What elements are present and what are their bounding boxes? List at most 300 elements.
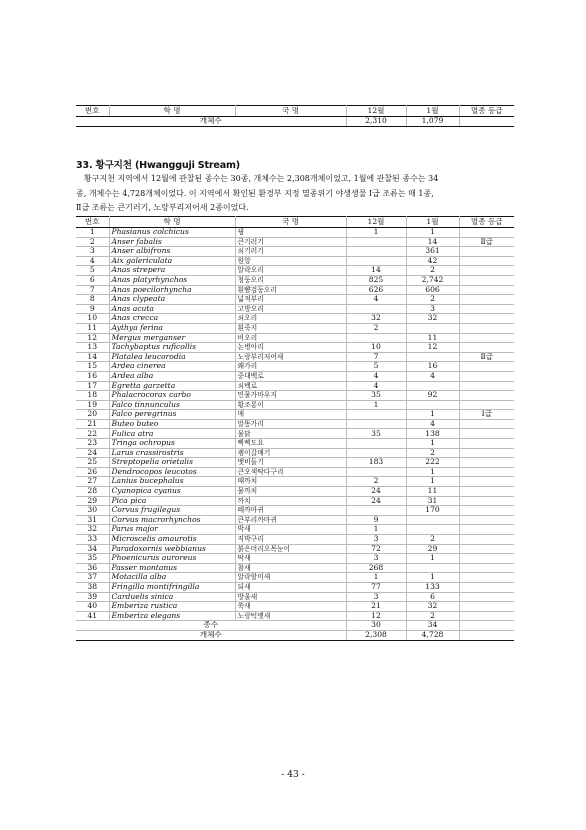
row-january-count: 170 — [406, 506, 459, 516]
row-endangered-grade — [459, 295, 514, 305]
table-row — [76, 448, 514, 458]
total-january: 1,079 — [406, 117, 459, 127]
table-row — [76, 400, 514, 410]
table-row — [76, 487, 514, 497]
row-scientific-name: Phalacrocorax carbo — [109, 391, 235, 401]
row-january-count — [406, 400, 459, 410]
row-endangered-grade — [459, 554, 514, 564]
row-number: 16 — [76, 371, 109, 381]
row-scientific-name: Anas platyrhynchos — [109, 275, 235, 285]
row-korean-name: 비오리 — [235, 333, 346, 343]
row-scientific-name: Emberiza elegans — [109, 611, 235, 621]
row-january-count: 32 — [406, 602, 459, 612]
row-endangered-grade — [459, 602, 514, 612]
row-number: 15 — [76, 362, 109, 372]
row-january-count — [406, 381, 459, 391]
table-row — [76, 352, 514, 362]
table-row — [76, 611, 514, 621]
table-row — [76, 256, 514, 266]
row-scientific-name: Anas crecca — [109, 314, 235, 324]
row-number: 24 — [76, 448, 109, 458]
row-january-count: 1 — [406, 573, 459, 583]
row-december-count: 9 — [346, 515, 406, 525]
row-endangered-grade — [459, 525, 514, 535]
row-endangered-grade — [459, 381, 514, 391]
row-endangered-grade — [459, 371, 514, 381]
row-december-count: 10 — [346, 343, 406, 353]
top-table — [76, 105, 514, 127]
row-january-count: 11 — [406, 487, 459, 497]
header-number: 번호 — [76, 106, 109, 117]
row-korean-name: 물닭 — [235, 429, 346, 439]
row-number: 30 — [76, 506, 109, 516]
row-january-count: 32 — [406, 314, 459, 324]
row-january-count: 1 — [406, 410, 459, 420]
row-scientific-name: Corvus macrorhynchos — [109, 515, 235, 525]
row-december-count: 7 — [346, 352, 406, 362]
row-scientific-name: Anser albifrons — [109, 247, 235, 257]
row-number: 12 — [76, 333, 109, 343]
row-endangered-grade — [459, 419, 514, 429]
row-december-count — [346, 247, 406, 257]
row-december-count: 72 — [346, 544, 406, 554]
row-endangered-grade — [459, 573, 514, 583]
row-january-count: 2 — [406, 448, 459, 458]
row-korean-name: 노랑턱멧새 — [235, 611, 346, 621]
row-korean-name: 넓적부리 — [235, 295, 346, 305]
row-december-count: 77 — [346, 582, 406, 592]
row-korean-name: 때까치 — [235, 477, 346, 487]
row-endangered-grade — [459, 304, 514, 314]
row-december-count: 35 — [346, 429, 406, 439]
row-scientific-name: Buteo buteo — [109, 419, 235, 429]
row-scientific-name: Larus crassirostris — [109, 448, 235, 458]
row-endangered-grade — [459, 228, 514, 238]
row-december-count: 21 — [346, 602, 406, 612]
row-endangered-grade — [459, 515, 514, 525]
individual-count-label: 개체수 — [76, 630, 346, 640]
row-korean-name: 알락오리 — [235, 266, 346, 276]
table-row — [76, 602, 514, 612]
header-korean-name: 국 명 — [235, 106, 346, 117]
table-row — [76, 391, 514, 401]
row-korean-name: 큰기러기 — [235, 237, 346, 247]
row-january-count: 222 — [406, 458, 459, 468]
table-row — [76, 304, 514, 314]
row-number: 13 — [76, 343, 109, 353]
table-row — [76, 554, 514, 564]
row-scientific-name: Emberiza rustica — [109, 602, 235, 612]
total-label: 개체수 — [76, 117, 346, 127]
row-endangered-grade — [459, 256, 514, 266]
row-korean-name: 원앙 — [235, 256, 346, 266]
row-endangered-grade — [459, 506, 514, 516]
row-number: 17 — [76, 381, 109, 391]
row-january-count: 92 — [406, 391, 459, 401]
row-korean-name: 떼까마귀 — [235, 506, 346, 516]
row-korean-name: 알락할미새 — [235, 573, 346, 583]
row-january-count — [406, 352, 459, 362]
row-scientific-name: Passer montanus — [109, 563, 235, 573]
row-january-count: 2 — [406, 611, 459, 621]
row-korean-name: 말똥가리 — [235, 419, 346, 429]
row-korean-name: 딱새 — [235, 554, 346, 564]
row-number: 37 — [76, 573, 109, 583]
table-row — [76, 362, 514, 372]
header-january: 1월 — [406, 217, 459, 228]
header-january: 1월 — [406, 106, 459, 117]
table-row — [76, 266, 514, 276]
row-endangered-grade — [459, 266, 514, 276]
row-number: 21 — [76, 419, 109, 429]
row-korean-name: 참새 — [235, 563, 346, 573]
total-december: 2,310 — [346, 117, 406, 127]
row-scientific-name: Fulica atra — [109, 429, 235, 439]
row-korean-name: 노랑부리저어새 — [235, 352, 346, 362]
table-row — [76, 506, 514, 516]
section-heading: 33. 황구지천 (Hwangguji Stream) — [76, 160, 240, 171]
table-row — [76, 295, 514, 305]
row-january-count: 2,742 — [406, 275, 459, 285]
row-december-count: 4 — [346, 381, 406, 391]
row-endangered-grade — [459, 458, 514, 468]
row-endangered-grade: Ⅱ급 — [459, 352, 514, 362]
row-scientific-name: Tachybaptus ruficollis — [109, 343, 235, 353]
row-korean-name: 큰오색딱다구리 — [235, 467, 346, 477]
row-korean-name: 논병아리 — [235, 343, 346, 353]
row-korean-name: 민물가마우지 — [235, 391, 346, 401]
row-endangered-grade — [459, 323, 514, 333]
row-december-count: 24 — [346, 496, 406, 506]
row-number: 3 — [76, 247, 109, 257]
row-endangered-grade — [459, 611, 514, 621]
row-scientific-name: Tringa ochropus — [109, 439, 235, 449]
total-grade — [459, 117, 514, 127]
row-december-count: 24 — [346, 487, 406, 497]
row-korean-name: 꿩 — [235, 228, 346, 238]
table-row — [76, 477, 514, 487]
row-scientific-name: Phoenicurus auroreus — [109, 554, 235, 564]
row-december-count: 5 — [346, 362, 406, 372]
row-january-count: 29 — [406, 544, 459, 554]
row-january-count: 42 — [406, 256, 459, 266]
row-korean-name: 고방오리 — [235, 304, 346, 314]
row-endangered-grade — [459, 592, 514, 602]
table-row — [76, 275, 514, 285]
row-december-count: 183 — [346, 458, 406, 468]
row-december-count — [346, 439, 406, 449]
row-korean-name: 쑥새 — [235, 602, 346, 612]
row-scientific-name: Parus major — [109, 525, 235, 535]
row-endangered-grade — [459, 439, 514, 449]
row-endangered-grade — [459, 535, 514, 545]
row-december-count: 825 — [346, 275, 406, 285]
row-endangered-grade — [459, 343, 514, 353]
row-endangered-grade — [459, 544, 514, 554]
row-scientific-name: Phasianus colchicus — [109, 228, 235, 238]
individual-count-row — [76, 630, 514, 640]
row-january-count: 11 — [406, 333, 459, 343]
row-korean-name: 흰뺨검둥오리 — [235, 285, 346, 295]
row-scientific-name: Anas poecilorhyncha — [109, 285, 235, 295]
row-endangered-grade: Ⅱ급 — [459, 237, 514, 247]
table-row — [76, 535, 514, 545]
row-scientific-name: Anser fabalis — [109, 237, 235, 247]
row-number: 32 — [76, 525, 109, 535]
row-january-count — [406, 323, 459, 333]
header-grade: 멸종 등급 — [459, 106, 514, 117]
row-korean-name: 방울새 — [235, 592, 346, 602]
table-row — [76, 323, 514, 333]
row-december-count: 14 — [346, 266, 406, 276]
header-december: 12월 — [346, 217, 406, 228]
row-scientific-name: Corvus frugilegus — [109, 506, 235, 516]
row-number: 25 — [76, 458, 109, 468]
table-row — [76, 371, 514, 381]
table-row — [76, 381, 514, 391]
row-number: 31 — [76, 515, 109, 525]
row-number: 27 — [76, 477, 109, 487]
row-january-count: 1 — [406, 467, 459, 477]
row-number: 5 — [76, 266, 109, 276]
row-number: 26 — [76, 467, 109, 477]
row-korean-name: 중대백로 — [235, 371, 346, 381]
table-row — [76, 228, 514, 238]
row-december-count — [346, 467, 406, 477]
row-january-count: 1 — [406, 228, 459, 238]
row-december-count: 1 — [346, 525, 406, 535]
table-row — [76, 496, 514, 506]
table-row — [76, 563, 514, 573]
row-scientific-name: Aythya ferina — [109, 323, 235, 333]
row-scientific-name: Falco peregrinus — [109, 410, 235, 420]
table-row — [76, 314, 514, 324]
row-number: 29 — [76, 496, 109, 506]
row-endangered-grade — [459, 400, 514, 410]
row-korean-name: 붉은머리오목눈이 — [235, 544, 346, 554]
row-december-count: 3 — [346, 554, 406, 564]
row-december-count: 35 — [346, 391, 406, 401]
row-january-count: 1 — [406, 554, 459, 564]
row-korean-name: 멧비둘기 — [235, 458, 346, 468]
individual-count-grade — [459, 630, 514, 640]
row-number: 1 — [76, 228, 109, 238]
row-number: 2 — [76, 237, 109, 247]
species-count-december: 30 — [346, 621, 406, 631]
row-endangered-grade — [459, 362, 514, 372]
species-table-body — [76, 228, 514, 621]
row-scientific-name: Motacilla alba — [109, 573, 235, 583]
row-january-count — [406, 515, 459, 525]
row-december-count: 4 — [346, 371, 406, 381]
row-korean-name: 괭이갈매기 — [235, 448, 346, 458]
row-endangered-grade — [459, 496, 514, 506]
row-january-count: 14 — [406, 237, 459, 247]
row-korean-name: 삑삑도요 — [235, 439, 346, 449]
row-january-count: 4 — [406, 419, 459, 429]
row-january-count: 12 — [406, 343, 459, 353]
row-january-count: 6 — [406, 592, 459, 602]
row-korean-name: 청둥오리 — [235, 275, 346, 285]
table-row — [76, 333, 514, 343]
row-number: 39 — [76, 592, 109, 602]
row-korean-name: 쇠백로 — [235, 381, 346, 391]
row-scientific-name: Ardea alba — [109, 371, 235, 381]
row-endangered-grade — [459, 285, 514, 295]
row-december-count: 1 — [346, 228, 406, 238]
row-number: 6 — [76, 275, 109, 285]
row-number: 7 — [76, 285, 109, 295]
table-row — [76, 237, 514, 247]
row-january-count: 3 — [406, 304, 459, 314]
row-scientific-name: Anas strepera — [109, 266, 235, 276]
row-january-count: 2 — [406, 295, 459, 305]
row-january-count — [406, 563, 459, 573]
page-number: - 43 - — [281, 770, 305, 780]
row-january-count: 4 — [406, 371, 459, 381]
table-row — [76, 525, 514, 535]
row-december-count: 268 — [346, 563, 406, 573]
row-december-count: 1 — [346, 400, 406, 410]
row-number: 20 — [76, 410, 109, 420]
row-endangered-grade — [459, 467, 514, 477]
row-january-count: 2 — [406, 535, 459, 545]
table-row — [76, 419, 514, 429]
row-endangered-grade — [459, 314, 514, 324]
row-number: 14 — [76, 352, 109, 362]
row-number: 40 — [76, 602, 109, 612]
row-endangered-grade — [459, 275, 514, 285]
row-number: 28 — [76, 487, 109, 497]
individual-count-december: 2,308 — [346, 630, 406, 640]
row-number: 35 — [76, 554, 109, 564]
row-december-count — [346, 333, 406, 343]
row-endangered-grade — [459, 448, 514, 458]
row-number: 19 — [76, 400, 109, 410]
row-scientific-name: Ardea cinerea — [109, 362, 235, 372]
row-december-count — [346, 419, 406, 429]
row-scientific-name: Fringilla montifringilla — [109, 582, 235, 592]
row-korean-name: 박새 — [235, 525, 346, 535]
row-january-count: 31 — [406, 496, 459, 506]
row-scientific-name: Paradoxornis webbianus — [109, 544, 235, 554]
row-january-count: 138 — [406, 429, 459, 439]
species-count-january: 34 — [406, 621, 459, 631]
row-korean-name: 직박구리 — [235, 535, 346, 545]
row-scientific-name: Cyanopica cyanus — [109, 487, 235, 497]
row-december-count — [346, 256, 406, 266]
header-grade: 멸종 등급 — [459, 217, 514, 228]
row-january-count: 606 — [406, 285, 459, 295]
row-december-count: 12 — [346, 611, 406, 621]
row-december-count: 4 — [346, 295, 406, 305]
table-row — [76, 247, 514, 257]
row-korean-name: 쇠오리 — [235, 314, 346, 324]
individual-count-january: 4,728 — [406, 630, 459, 640]
row-january-count: 1 — [406, 477, 459, 487]
table-row — [76, 582, 514, 592]
species-table — [76, 216, 514, 641]
top-table-total-row — [76, 117, 514, 127]
row-scientific-name: Mergus merganser — [109, 333, 235, 343]
header-korean-name: 국 명 — [235, 217, 346, 228]
section-paragraph — [76, 172, 516, 216]
row-endangered-grade — [459, 247, 514, 257]
header-scientific-name: 학 명 — [109, 106, 235, 117]
row-number: 8 — [76, 295, 109, 305]
row-number: 9 — [76, 304, 109, 314]
row-endangered-grade — [459, 582, 514, 592]
row-number: 23 — [76, 439, 109, 449]
row-korean-name: 되새 — [235, 582, 346, 592]
species-table-header-row — [76, 217, 514, 228]
row-january-count — [406, 525, 459, 535]
row-number: 22 — [76, 429, 109, 439]
top-table-header-row — [76, 106, 514, 117]
table-row — [76, 285, 514, 295]
row-scientific-name: Aix galericulata — [109, 256, 235, 266]
row-korean-name: 매 — [235, 410, 346, 420]
row-number: 38 — [76, 582, 109, 592]
row-scientific-name: Dendrocopos leucotos — [109, 467, 235, 477]
species-count-label: 종수 — [76, 621, 346, 631]
table-row — [76, 467, 514, 477]
row-scientific-name: Anas acuta — [109, 304, 235, 314]
row-endangered-grade — [459, 429, 514, 439]
header-december: 12월 — [346, 106, 406, 117]
species-count-grade — [459, 621, 514, 631]
row-korean-name: 황조롱이 — [235, 400, 346, 410]
row-december-count: 2 — [346, 477, 406, 487]
table-row — [76, 573, 514, 583]
paragraph-line: Ⅱ급 조류는 큰기러기, 노랑부리저어새 2종이었다. — [76, 203, 249, 212]
species-count-row — [76, 621, 514, 631]
table-row — [76, 515, 514, 525]
row-january-count: 16 — [406, 362, 459, 372]
row-december-count: 626 — [346, 285, 406, 295]
row-number: 33 — [76, 535, 109, 545]
row-number: 34 — [76, 544, 109, 554]
row-december-count: 2 — [346, 323, 406, 333]
row-january-count: 1 — [406, 439, 459, 449]
row-korean-name: 물까치 — [235, 487, 346, 497]
table-row — [76, 429, 514, 439]
row-january-count: 361 — [406, 247, 459, 257]
row-december-count: 32 — [346, 314, 406, 324]
row-scientific-name: Anas clypeata — [109, 295, 235, 305]
row-number: 11 — [76, 323, 109, 333]
row-endangered-grade — [459, 487, 514, 497]
table-row — [76, 410, 514, 420]
row-number: 18 — [76, 391, 109, 401]
table-row — [76, 343, 514, 353]
row-scientific-name: Streptopelia orietalis — [109, 458, 235, 468]
row-december-count — [346, 410, 406, 420]
table-row — [76, 439, 514, 449]
row-number: 10 — [76, 314, 109, 324]
header-number: 번호 — [76, 217, 109, 228]
row-endangered-grade: Ⅰ급 — [459, 410, 514, 420]
row-korean-name: 까치 — [235, 496, 346, 506]
paragraph-line: 종, 개체수는 4,728개체이었다. 이 지역에서 확인된 환경부 지정 멸종위기 야생생물 Ⅰ급 조류는 매 1종, — [76, 188, 434, 198]
row-number: 36 — [76, 563, 109, 573]
row-december-count: 1 — [346, 573, 406, 583]
row-endangered-grade — [459, 477, 514, 487]
row-december-count: 3 — [346, 592, 406, 602]
table-row — [76, 544, 514, 554]
row-scientific-name: Microscelis amaurotis — [109, 535, 235, 545]
row-scientific-name: Carduelis sinica — [109, 592, 235, 602]
